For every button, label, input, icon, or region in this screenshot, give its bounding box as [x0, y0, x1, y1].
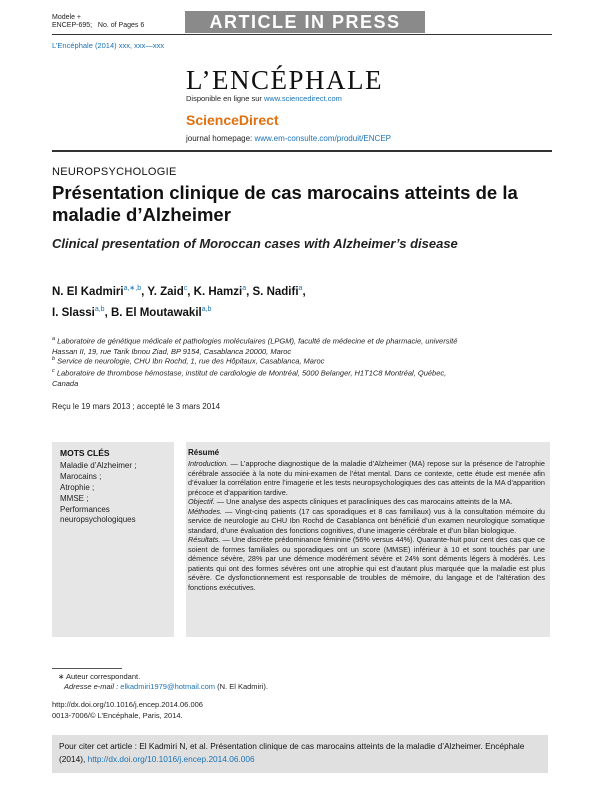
author-sup: c [183, 285, 188, 292]
keywords-box [52, 442, 174, 637]
author[interactable] [52, 286, 141, 298]
author-name: N. El Kadmiri [52, 285, 124, 298]
abstract-text: — Une analyse des aspects cliniques et paracliniques des cas marocains atteints de la MA. [214, 497, 513, 506]
email-line [64, 682, 268, 691]
affiliation [52, 354, 472, 367]
author-sup: a [298, 285, 303, 292]
keyword-item: Maladie d’Alzheimer ; [60, 461, 137, 470]
keyword-item: Marocains ; [60, 472, 102, 481]
abstract-text: — Vingt-cinq patients (17 cas sporadiques et 8 cas familiaux) vus à la consultation mémoire du service de neurologie au CHU Ibn Rochd de Casablanca ont bénéficié d’un examen neurologique somatique standard, d’une évaluation des fonctions cognitives, d’une imagerie cérébrale et d’un bilan biologique. [188, 506, 545, 535]
author-name: I. Slassi [52, 306, 95, 319]
affiliation-sup: a [52, 336, 56, 342]
abstract-paragraph [188, 497, 545, 507]
abstract-label: Résultats. [188, 535, 221, 544]
author-name: B. El Moutawakil [110, 306, 202, 319]
author-name: Y. Zaid [147, 285, 184, 298]
affiliation-sup: b [52, 356, 56, 362]
abstract-heading: Résumé [188, 448, 220, 457]
affiliation-sup: c [52, 368, 55, 374]
sciencedirect-logo: ScienceDirect [186, 112, 279, 128]
header-rule [52, 34, 552, 35]
author-sup: a [242, 285, 247, 292]
author-sup: a,b [201, 305, 212, 313]
page-count: No. of Pages 6 [97, 22, 145, 29]
author-list [52, 280, 482, 322]
affiliation [52, 366, 472, 389]
abstract-label: Introduction. [188, 459, 229, 468]
journal-logo: L’ENCÉPHALE [186, 65, 383, 95]
abstract-paragraph [188, 507, 545, 536]
keywords-title: MOTS CLÉS [60, 448, 110, 458]
model-label: Modele + [52, 14, 81, 21]
author-sep: , [302, 285, 306, 298]
homepage-prefix: journal homepage: [186, 134, 255, 143]
author-name: K. Hamzi [193, 285, 243, 298]
journal-code-text: ENCEP-695; [52, 22, 93, 29]
author-sup: a,b [94, 305, 105, 313]
citation-line: L’Encéphale (2014) xxx, xxx—xxx [52, 41, 165, 50]
homepage-link[interactable]: www.em-consulte.com/produit/ENCEP [254, 134, 391, 143]
citation-doi-link[interactable]: http://dx.doi.org/10.1016/j.encep.2014.06.006 [87, 754, 255, 764]
email-label: Adresse e-mail : [64, 682, 121, 691]
section-label: NEUROPSYCHOLOGIE [52, 166, 177, 178]
article-in-press-banner: ARTICLE IN PRESS [185, 11, 425, 33]
abstract-label: Objectif. [188, 497, 215, 506]
abstract-label: Méthodes. [188, 506, 223, 516]
author[interactable] [111, 307, 211, 319]
citation-box [52, 735, 548, 773]
masthead-rule [52, 150, 552, 152]
footnote-rule [52, 668, 122, 669]
author-name: S. Nadifi [252, 285, 299, 298]
email-suffix: (N. El Kadmiri). [215, 682, 268, 691]
abstract-text: — Une discrète prédominance féminine (56% versus 44%). Quarante-huit pour cent des cas que ce soient de formes familiales ou sporadiques ont un score (MMSE) inférieur à 10 et sont touchés par une démence sévère, 28% par une démence modérément sévère et 24% sont déments légers à modérés. Les patients qui ont des formes sévères ont une atrophie qui est d’autant plus marquée que la maladie est plus sévère. Ce dysfonctionnement est responsable de troubles de mémoire, du langage et de l’altération des fonctions exécutives. [188, 535, 545, 592]
abstract-paragraph [188, 459, 545, 497]
author-sep: , [246, 285, 253, 298]
journal-code [52, 22, 144, 30]
available-online [186, 94, 342, 103]
affiliation-text: Laboratoire de génétique médicale et pathologies moléculaires (LPGM), faculté de médecine et de pharmacie, université Hassan II, 19, rue Tarik Ibnou Ziad, BP 9154, Casablanca 20000, Maroc [52, 336, 458, 356]
citation-text: Pour citer cet article : El Kadmiri N, et al. Présentation clinique de cas marocains atteints de la maladie d’Alzheimer. Encéphale (2014), [59, 741, 525, 764]
affiliation-text: Service de neurologie, CHU Ibn Rochd, 1, rue des Hôpitaux, Casablanca, Maroc [55, 356, 325, 366]
author[interactable] [147, 286, 187, 298]
abstract-text: — L’approche diagnostique de la maladie d’Alzheimer (MA) repose sur la présence de l’atrophie cérébrale associée à la note du mini-examen de l’état mental. Dans ce contexte, cette étude est menée afin d’évaluer la corrélation entre l’imagerie et les tests neuropsychologiques des cas atteints de la MA d’apparition précoce et d’apparition tardive. [188, 459, 545, 497]
sciencedirect-link[interactable]: www.sciencedirect.com [263, 94, 342, 103]
author[interactable] [252, 285, 306, 298]
keyword-item: Atrophie ; [60, 483, 95, 492]
received-accepted-dates: Reçu le 19 mars 2013 ; accepté le 3 mars 2014 [52, 402, 221, 411]
author-sep: , [187, 285, 194, 298]
author-sep: , [141, 285, 148, 298]
email-link[interactable]: elkadmiri1979@hotmail.com [120, 682, 216, 691]
author[interactable] [52, 307, 105, 319]
affiliation-text: Laboratoire de thrombose hémostase, institut de cardiologie de Montréal, 5000 Belanger, H1T1C8 Montréal, Québec, Canada [52, 368, 447, 388]
journal-homepage [186, 134, 391, 143]
abstract-box [186, 442, 550, 637]
keyword-item: MMSE ; [60, 494, 89, 503]
article-title-en: Clinical presentation of Moroccan cases with Alzheimer’s disease [52, 236, 458, 251]
copyright: 0013-7006/© L’Encéphale, Paris, 2014. [52, 711, 183, 720]
author[interactable] [194, 286, 246, 298]
author-sep: , [104, 306, 111, 319]
keyword-item: Performances neuropsychologiques [60, 505, 136, 524]
corresponding-author-note: ∗ Auteur correspondant. [58, 672, 141, 681]
author-sup: a,∗,b [123, 285, 142, 292]
available-prefix: Disponible en ligne sur [186, 94, 264, 103]
article-title: Présentation clinique de cas marocains atteints de la maladie d’Alzheimer [52, 182, 518, 225]
abstract-paragraph [188, 535, 545, 592]
doi-link[interactable]: http://dx.doi.org/10.1016/j.encep.2014.06.006 [52, 700, 203, 709]
